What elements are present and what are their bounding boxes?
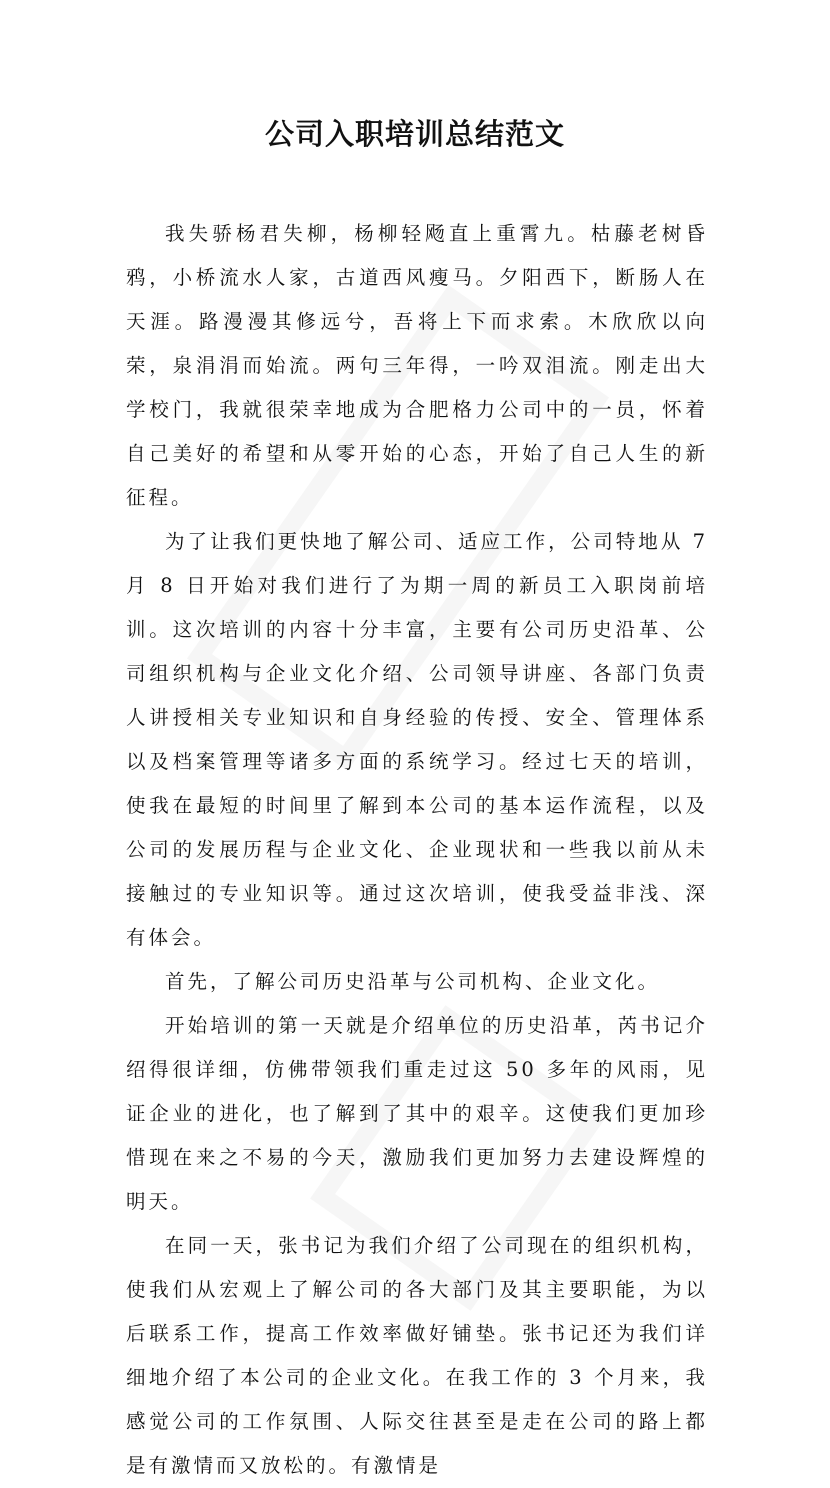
document-title: 公司入职培训总结范文 (264, 117, 565, 151)
paragraph: 我失骄杨君失柳，杨柳轻飏直上重霄九。枯藤老树昏鸦，小桥流水人家，古道西风瘦马。夕阳西下，断肠人在天涯。路漫漫其修远兮，吾将上下而求索。木欣欣以向荣，泉涓涓而始流。两句三年得，一吟双泪流。刚走出大学校门，我就很荣幸地成为合肥格力公司中的一员，怀着自己美好的希望和从零开始的心态，开始了自己人生的新征程。 (126, 222, 708, 509)
paragraph: 首先，了解公司历史沿革与公司机构、企业文化。 (165, 970, 661, 993)
document-body (126, 212, 708, 1488)
paragraph: 开始培训的第一天就是介绍单位的历史沿革，芮书记介绍得很详细，仿佛带领我们重走过这 50 多年的风雨，见证企业的进化，也了解到了其中的艰辛。这使我们更加珍惜现在来之不易的今天，激励我们更加努力去建设辉煌的明天。 (126, 1014, 708, 1213)
paragraph: 为了让我们更快地了解公司、适应工作，公司特地从 7 月 8 日开始对我们进行了为期一周的新员工入职岗前培训。这次培训的内容十分丰富，主要有公司历史沿革、公司组织机构与企业文化介绍、公司领导讲座、各部门负责人讲授相关专业知识和自身经验的传授、安全、管理体系以及档案管理等诸多方面的系统学习。经过七天的培训，使我在最短的时间里了解到本公司的基本运作流程，以及公司的发展历程与企业文化、企业现状和一些我以前从未接触过的专业知识等。通过这次培训，使我受益非浅、深有体会。 (126, 530, 708, 949)
paragraph: 在同一天，张书记为我们介绍了公司现在的组织机构，使我们从宏观上了解公司的各大部门及其主要职能，为以后联系工作，提高工作效率做好铺垫。张书记还为我们详细地介绍了本公司的企业文化。在我工作的 3 个月来，我感觉公司的工作氛围、人际交往甚至是走在公司的路上都是有激情而又放松的。有激情是 (126, 1234, 708, 1477)
